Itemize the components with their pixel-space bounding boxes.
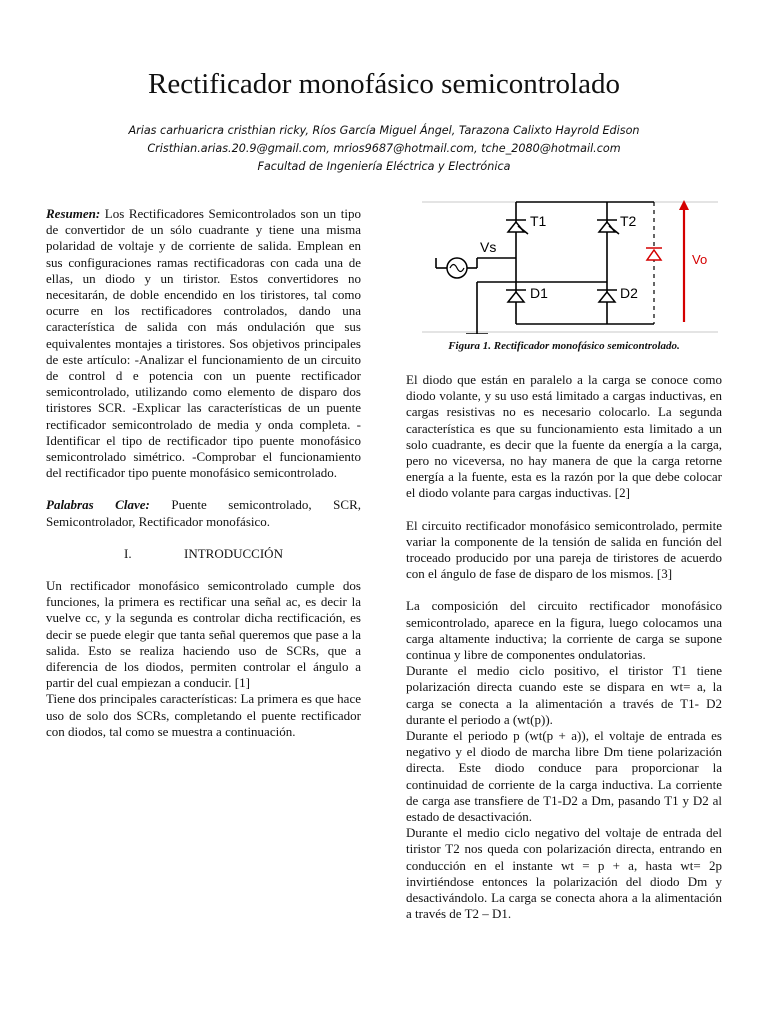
right-paragraph-5: Durante el periodo p (wt(p + a)), el voltaje de entrada es negativo y el diodo de marcha libre Dm tiene polarización directa. Este diodo conduce para proporcionar la continuidad de corriente de la carga inductiva. La corriente de carga ase transfiere de T1-D2 a Dm, pasando T1 y D2 al estado de desactivación. [406,728,722,825]
label-t1: T1 [530,213,547,229]
keywords-label: Palabras Clave: [46,497,150,513]
figure-caption: Figura 1. Rectificador monofásico semicontrolado. [448,340,680,352]
right-column [406,372,722,923]
right-paragraph-3: La composición del circuito rectificador monofásico semicontrolado, aparece en la figura, luego colocamos una carga altamente inductiva; la corriente de carga se supone continua y libre de componentes ondulatorias. [406,598,722,663]
intro-paragraph-1: Un rectificador monofásico semicontrolado cumple dos funciones, la primera es rectificar una señal ac, es decir la vuelve cc, y la segunda es controlar dicha rectificación, es decir se puede elegir que tanta señal queremos que pase a la salida. Esto se realiza haciendo uso de SCRs, que a diferencia de los diodos, permiten controlar el ángulo a partir del cual empiezan a conducir. [1] [46,578,361,691]
label-d1: D1 [530,285,548,301]
label-vs: Vs [480,239,497,255]
label-vo: Vo [692,252,708,267]
section-heading [46,546,361,562]
right-paragraph-4: Durante el medio ciclo positivo, el tiristor T1 tiene polarización directa cuando este se dispara en wt= a, la carga se conecta a la alimentación a través de T1- D2 durante el periodo a (wt(p)). [406,663,722,727]
keywords [46,497,361,529]
right-paragraph-2: El circuito rectificador monofásico semicontrolado, permite variar la componente de la tensión de salida en función del troceado producido por una pareja de tiristores de acuerdo con el ángulo de fase de disparo de los mismos. [3] [406,517,722,582]
author-emails: Cristhian.arias.20.9@gmail.com, mrios9687@hotmail.com, tche_2080@hotmail.com [147,142,621,155]
paper-title: Rectificador monofásico semicontrolado [148,68,620,100]
author-names: Arias carhuaricra cristhian ricky, Ríos García Miguel Ángel, Tarazona Calixto Hayrold Edison [128,124,640,137]
author-block [0,122,768,176]
right-paragraph-1: El diodo que están en paralelo a la carga se conoce como diodo volante, y su uso está limitado a cargas inductivas, en cargas resistivas no es necesario colocarlo. La segunda característica es que su funcionamiento esta limitado a un solo cuadrante, es decir que la fuente da energía a la carga, pero no viceversa, no hay manera de que la carga retorne energía a la fuente, esta es la razón por la que debe colocar el diodo volante para cargas inductivas. [2] [406,372,722,501]
label-d2: D2 [620,285,638,301]
right-paragraph-6: Durante el medio ciclo negativo del voltaje de entrada del tiristor T2 nos queda con polarización directa, entrando en conducción en el instante wt = p + a, hasta wt= 2p invirtiéndose entonces la polarización del diodo Dm y desactivándolo. La carga se conecta ahora a la alimentación a través de T2 – D1. [406,825,722,922]
circuit-diagram [422,192,718,334]
keywords-text: Puente semicontrolado, SCR, Semicontrolador, Rectificador monofásico. [46,497,361,529]
abstract-label: Resumen: [46,206,101,221]
intro-paragraph-2: Tiene dos principales características: La primera es que hace uso de solo dos SCRs, completando el puente rectificador con diodos, tal como se muestra a continuación. [46,691,361,739]
label-t2: T2 [620,213,637,229]
left-column [46,206,361,740]
section-title: INTRODUCCIÓN [184,545,283,561]
section-number: I. [124,545,132,561]
abstract-text: Los Rectificadores Semicontrolados son un tipo de convertidor de un sólo cuadrante y tiene una misma polaridad de voltaje y de corriente de salida. Emplean en sus configuraciones ramas rectificadoras con cada una de ellas, un diodo y un tiristor. Estos convertidores no necesitarán, de doble encendido en los tiristores, tal como ocurre en los rectificadores controlados, dando una característica de salida con más ondulación que sus equivalentes montajes a tiristores. Sos objetivos principales de este artículo: -Analizar el funcionamiento de un circuito de control d e potencia con un puente rectificador semicontrolado, utilizando como elemento de disparo dos tiristores SCR. -Explicar las características de un puente rectificador semicontrolado de media y onda completa. -Identificar el tipo de rectificador tipo puente monofásico semicontrolado simétrico. -Comprobar el funcionamiento del rectificador tipo puente monofásico semicontrolado. [46,206,361,481]
abstract [46,206,361,481]
author-affiliation: Facultad de Ingeniería Eléctrica y Electrónica [257,160,511,173]
